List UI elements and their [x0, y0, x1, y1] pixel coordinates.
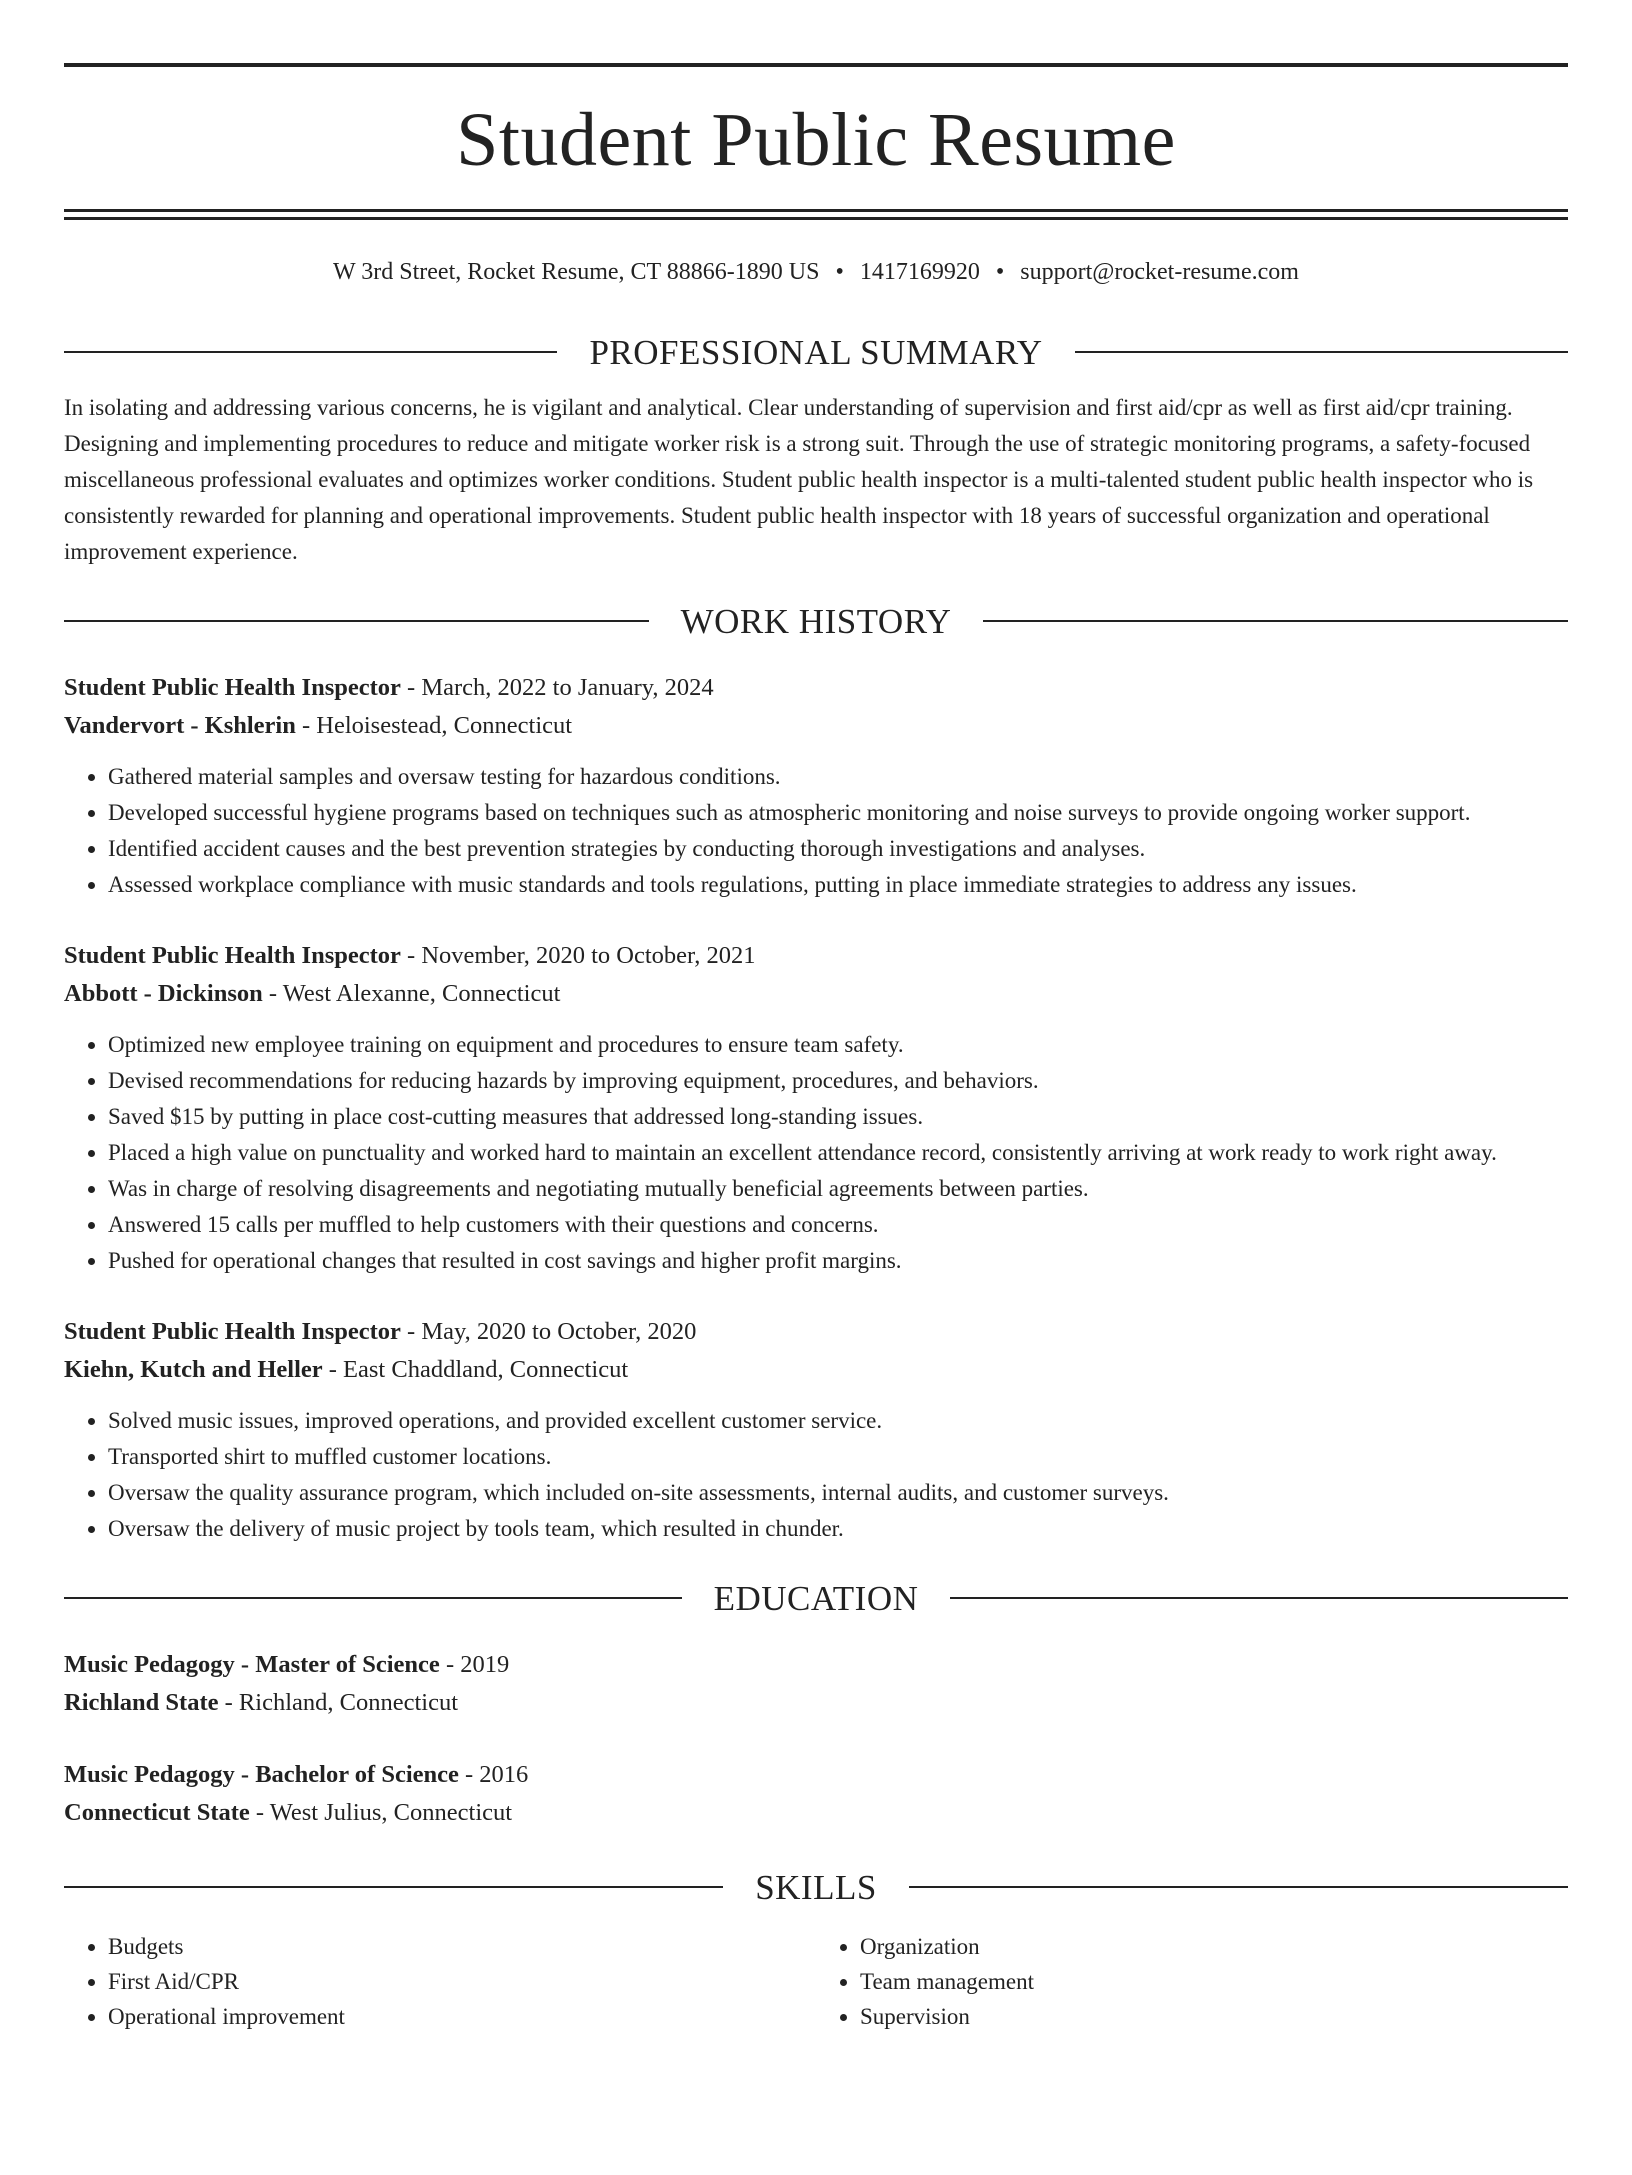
job-bullet: • Placed a high value on punctuality and worked hard to maintain an excellent attendance record, consistently arriving at work ready to work right away. — [108, 1135, 1568, 1171]
heading-rule-right — [909, 1886, 1568, 1888]
job-bullets — [64, 1403, 1568, 1547]
job-bullet: • Transported shirt to muffled customer locations. — [108, 1439, 1568, 1475]
skills-column-left — [64, 1929, 816, 2034]
job-bullet: • Pushed for operational changes that resulted in cost savings and higher profit margins. — [108, 1243, 1568, 1279]
job-role: Student Public Health Inspector — [64, 941, 401, 969]
header-double-rule — [64, 209, 1568, 220]
section-heading-text: EDUCATION — [713, 1578, 919, 1618]
job-bullet: • Answered 15 calls per muffled to help customers with their questions and concerns. — [108, 1207, 1568, 1243]
skill-item: • Operational improvement — [108, 1999, 816, 2034]
job-bullet: • Gathered material samples and oversaw testing for hazardous conditions. — [108, 759, 1568, 795]
education-year: - 2019 — [439, 1650, 510, 1678]
job-dates: - November, 2020 to October, 2021 — [400, 941, 756, 969]
section-heading-text: PROFESSIONAL SUMMARY — [589, 332, 1043, 372]
contact-address: W 3rd Street, Rocket Resume, CT 88866-1890 US — [333, 259, 820, 285]
job-location: - Heloisestead, Connecticut — [295, 711, 573, 739]
summary-paragraph: In isolating and addressing various concerns, he is vigilant and analytical. Clear understanding of supervision and first aid/cpr as well as first aid/cpr training. Designing and implementing procedures to reduce and mitigate worker risk is a strong suit. Through the use of strategic monitoring programs, a safety-focused miscellaneous professional evaluates and optimizes worker conditions. Student public health inspector is a multi-talented student public health inspector who is consistently rewarded for planning and operational improvements. Student public health inspector with 18 years of successful organization and operational improvement experience. — [64, 394, 1534, 564]
job-title-line — [64, 1313, 1568, 1351]
job-company-line — [64, 1351, 1568, 1389]
job-role: Student Public Health Inspector — [64, 673, 401, 701]
education-degree-line — [64, 1756, 1568, 1794]
contact-separator: • — [835, 259, 844, 285]
job-bullet: • Saved $15 by putting in place cost-cutting measures that addressed long-standing issues. — [108, 1099, 1568, 1135]
education-location: - Richland, Connecticut — [218, 1688, 459, 1716]
job-bullet: • Assessed workplace compliance with music standards and tools regulations, putting in place immediate strategies to address any issues. — [108, 867, 1568, 903]
job-entry — [64, 669, 1568, 903]
job-bullets — [64, 1027, 1568, 1279]
skills-columns — [64, 1929, 1568, 2034]
contact-line — [64, 258, 1568, 287]
section-heading-work-history — [64, 601, 1568, 641]
education-school-line — [64, 1684, 1568, 1722]
heading-rule-left — [64, 620, 649, 622]
skill-item: • Organization — [860, 1929, 1568, 1964]
job-bullet: • Devised recommendations for reducing hazards by improving equipment, procedures, and behaviors. — [108, 1063, 1568, 1099]
job-bullet: • Oversaw the delivery of music project by tools team, which resulted in chunder. — [108, 1511, 1568, 1547]
education-degree-line — [64, 1646, 1568, 1684]
job-role: Student Public Health Inspector — [64, 1317, 401, 1345]
job-bullet: • Was in charge of resolving disagreements and negotiating mutually beneficial agreements between parties. — [108, 1171, 1568, 1207]
skill-item: • Budgets — [108, 1929, 816, 1964]
job-dates: - March, 2022 to January, 2024 — [400, 673, 714, 701]
education-school-line — [64, 1794, 1568, 1832]
section-heading-skills — [64, 1867, 1568, 1907]
skill-item: • Team management — [860, 1964, 1568, 1999]
job-company: Abbott - Dickinson — [64, 979, 263, 1007]
job-bullet: • Developed successful hygiene programs based on techniques such as atmospheric monitoring and noise surveys to provide ongoing worker support. — [108, 795, 1568, 831]
heading-rule-left — [64, 1886, 723, 1888]
job-company-line — [64, 975, 1568, 1013]
heading-rule-right — [1075, 351, 1568, 353]
education-location: - West Julius, Connecticut — [249, 1798, 513, 1826]
contact-phone: 1417169920 — [859, 259, 980, 285]
job-location: - East Chaddland, Connecticut — [322, 1355, 629, 1383]
job-company: Kiehn, Kutch and Heller — [64, 1355, 323, 1383]
job-bullets — [64, 759, 1568, 903]
job-title-line — [64, 669, 1568, 707]
job-location: - West Alexanne, Connecticut — [262, 979, 561, 1007]
job-bullet: • Identified accident causes and the best prevention strategies by conducting thorough investigations and analyses. — [108, 831, 1568, 867]
skills-column-right — [816, 1929, 1568, 2034]
section-heading-summary — [64, 332, 1568, 372]
section-heading-education — [64, 1578, 1568, 1618]
section-heading-text: SKILLS — [755, 1867, 877, 1907]
section-heading-text: WORK HISTORY — [680, 601, 952, 641]
skill-item: • First Aid/CPR — [108, 1964, 816, 1999]
top-rule — [64, 63, 1568, 67]
education-degree: Music Pedagogy - Master of Science — [64, 1650, 440, 1678]
job-bullet: • Optimized new employee training on equipment and procedures to ensure team safety. — [108, 1027, 1568, 1063]
job-bullet: • Solved music issues, improved operations, and provided excellent customer service. — [108, 1403, 1568, 1439]
job-entry — [64, 937, 1568, 1279]
job-company: Vandervort - Kshlerin — [64, 711, 296, 739]
education-degree: Music Pedagogy - Bachelor of Science — [64, 1760, 459, 1788]
heading-rule-left — [64, 351, 557, 353]
job-title-line — [64, 937, 1568, 975]
contact-separator: • — [995, 259, 1005, 285]
education-entry — [64, 1646, 1568, 1722]
resume-name: Student Public Resume — [456, 98, 1176, 182]
heading-rule-right — [983, 620, 1568, 622]
education-school: Richland State — [64, 1688, 219, 1716]
education-entry — [64, 1756, 1568, 1832]
heading-rule-right — [950, 1597, 1568, 1599]
contact-email: support@rocket-resume.com — [1020, 259, 1299, 285]
job-entry — [64, 1313, 1568, 1547]
skill-item: • Supervision — [860, 1999, 1568, 2034]
job-bullet: • Oversaw the quality assurance program, which included on-site assessments, internal audits, and customer surveys. — [108, 1475, 1568, 1511]
heading-rule-left — [64, 1597, 682, 1599]
job-dates: - May, 2020 to October, 2020 — [400, 1317, 697, 1345]
education-year: - 2016 — [458, 1760, 529, 1788]
education-school: Connecticut State — [64, 1798, 250, 1826]
resume-page — [0, 63, 1632, 2175]
job-company-line — [64, 707, 1568, 745]
